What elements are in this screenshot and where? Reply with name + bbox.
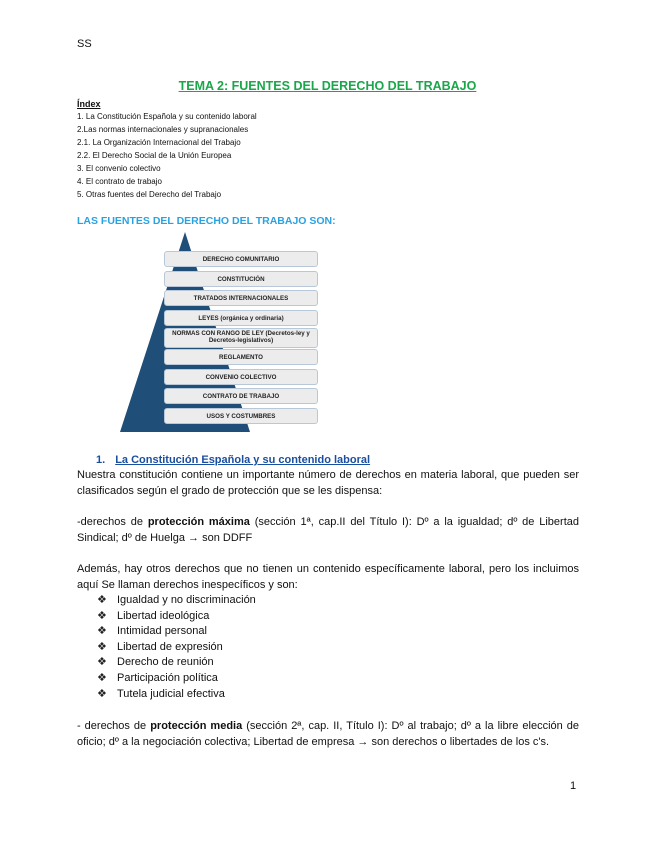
pyramid-level: CONVENIO COLECTIVO <box>164 369 318 385</box>
list-item: ❖ Libertad ideológica <box>97 609 256 625</box>
intro-paragraph: Nuestra constitución contiene un importante número de derechos en materia laboral, que pueden ser clasificados según el grado de protección que se les dispensa: <box>77 469 579 497</box>
pyramid-level: REGLAMENTO <box>164 349 318 365</box>
list-item: ❖ Derecho de reunión <box>97 655 256 671</box>
diamond-bullet-icon: ❖ <box>97 594 107 606</box>
index-item: 4. El contrato de trabajo <box>77 177 162 186</box>
pyramid-level: CONSTITUCIÓN <box>164 271 318 287</box>
max-protection-paragraph <box>77 515 579 546</box>
pyramid-level: DERECHO COMUNITARIO <box>164 251 318 267</box>
diamond-bullet-icon: ❖ <box>97 671 107 684</box>
pyramid-level: USOS Y COSTUMBRES <box>164 408 318 424</box>
header-initials: SS <box>77 38 92 50</box>
diamond-bullet-icon: ❖ <box>97 687 107 700</box>
sources-heading: LAS FUENTES DEL DERECHO DEL TRABAJO SON: <box>77 215 336 227</box>
index-item: 2.1. La Organización Internacional del Trabajo <box>77 138 241 147</box>
list-item: ❖ Intimidad personal <box>97 624 256 640</box>
rights-list <box>97 593 256 702</box>
media-protection-paragraph <box>77 719 579 750</box>
media-bold: protección media <box>150 720 243 732</box>
page-title: TEMA 2: FUENTES DEL DERECHO DEL TRABAJO <box>178 79 477 93</box>
index-item: 3. El convenio colectivo <box>77 164 161 173</box>
section-heading-1 <box>96 454 370 466</box>
pyramid-level: NORMAS CON RANGO DE LEY (Decretos-ley y Decretos-legislativos) <box>164 328 318 348</box>
list-item: ❖ Libertad de expresión <box>97 640 256 656</box>
page-number: 1 <box>570 780 577 792</box>
list-item: ❖ Tutela judicial efectiva <box>97 687 256 703</box>
diamond-bullet-icon: ❖ <box>97 625 107 638</box>
pyramid-level: CONTRATO DE TRABAJO <box>164 388 318 404</box>
diamond-bullet-icon: ❖ <box>97 640 107 653</box>
index-list <box>77 110 257 201</box>
index-item: 1. La Constitución Española y su contenido laboral <box>77 112 257 121</box>
others-paragraph: Además, hay otros derechos que no tienen un contenido específicamente laboral, pero los incluimos aquí Se llaman derechos inespecíficos y son: <box>77 563 579 591</box>
max-bold: protección máxima <box>147 516 250 528</box>
index-item: 5. Otras fuentes del Derecho del Trabajo <box>77 190 222 199</box>
list-item: ❖ Igualdad y no discriminación <box>97 593 256 609</box>
list-item: ❖ Participación política <box>97 671 256 687</box>
diamond-bullet-icon: ❖ <box>97 609 107 622</box>
section-number: 1. <box>96 454 106 466</box>
pyramid-level: LEYES (orgánica y ordinaria) <box>164 310 318 326</box>
index-item: 2.Las normas internacionales y supranacionales <box>77 125 249 134</box>
max-prefix: -derechos de <box>77 516 148 528</box>
max-rest: (sección 1ª, cap.II del Título I): Dº a la igualdad; dº de Libertad Sindical; dº de Huelga → son DDFF <box>77 516 579 544</box>
media-rest: (sección 2ª, cap. II, Título I): Dº al trabajo; dº a la libre elección de oficio; dº a la negociación colectiva; Libertad de empresa → son derechos o libertades de los c's. <box>77 720 579 748</box>
index-heading: Índex <box>77 99 101 109</box>
index-item: 2.2. El Derecho Social de la Unión Europea <box>77 151 232 160</box>
diamond-bullet-icon: ❖ <box>97 656 107 669</box>
section-title-link[interactable]: La Constitución Española y su contenido laboral <box>115 454 371 466</box>
pyramid-level: TRATADOS INTERNACIONALES <box>164 290 318 306</box>
media-prefix: - derechos de <box>77 720 151 732</box>
